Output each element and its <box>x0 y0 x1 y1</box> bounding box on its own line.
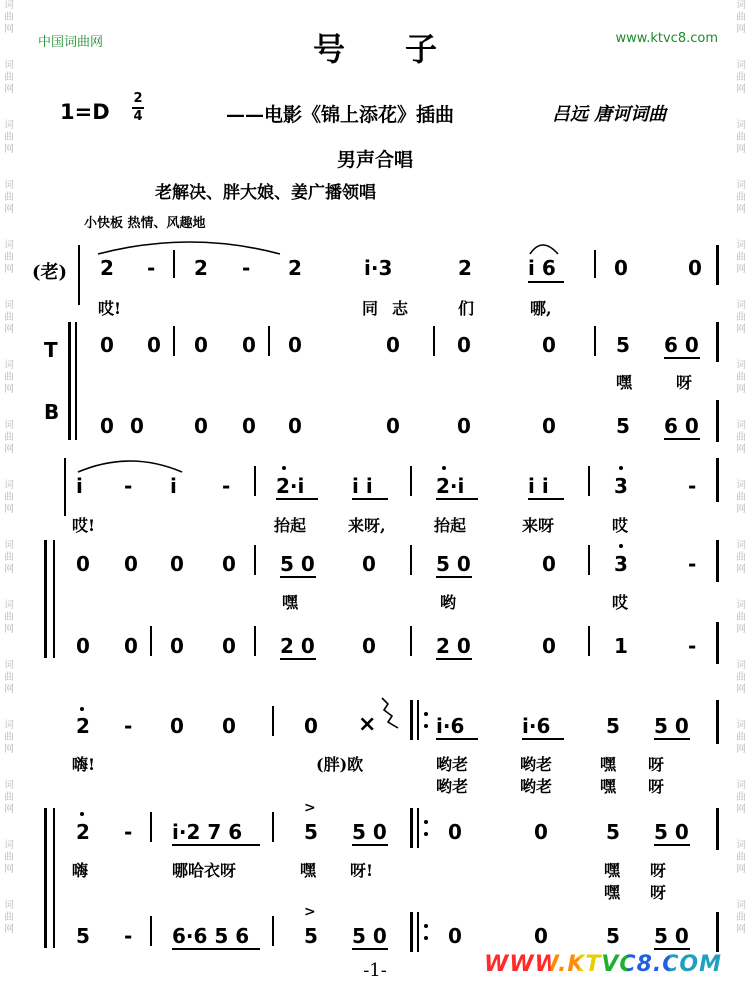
tie-arcs <box>90 232 560 262</box>
watermark-text: 词曲网 <box>736 840 746 875</box>
note: 0 <box>170 552 184 576</box>
barline <box>410 626 412 656</box>
repeat-barline <box>417 700 419 740</box>
note: 0 <box>147 333 161 357</box>
note: - <box>688 552 697 576</box>
high-dot <box>619 466 623 470</box>
note: 5 0 <box>436 552 471 576</box>
note: 0 <box>76 634 90 658</box>
note: - <box>242 256 251 280</box>
glissando-mark <box>378 694 404 730</box>
note: 0 <box>288 414 302 438</box>
lyric: 哎 <box>612 593 629 612</box>
watermark-text: 词曲网 <box>4 300 14 335</box>
watermark-text: 词曲网 <box>4 780 14 815</box>
note: 0 <box>386 414 400 438</box>
system-bracket <box>53 808 55 948</box>
note: 0 <box>130 414 144 438</box>
note: 3 <box>614 552 628 576</box>
underline <box>528 498 564 500</box>
lyric: 哪哈衣呀 <box>172 861 237 880</box>
lyric: 呀 <box>650 861 667 880</box>
note: 0 <box>222 552 236 576</box>
watermark-text: 词曲网 <box>4 600 14 635</box>
site-logo[interactable] <box>484 952 722 977</box>
watermark-text: 词曲网 <box>4 180 14 215</box>
accent-mark: > <box>304 800 316 816</box>
note: 6 0 <box>664 333 699 357</box>
watermark-text: 词曲网 <box>736 720 746 755</box>
underline <box>436 576 472 578</box>
watermark-text: 词曲网 <box>736 780 746 815</box>
watermark-text: 词曲网 <box>4 60 14 95</box>
lyric: 来呀, <box>348 516 386 535</box>
repeat-dot <box>424 820 428 824</box>
barline <box>254 545 256 575</box>
watermark-text: 词曲网 <box>4 0 14 35</box>
note: 2·i <box>436 474 465 498</box>
lyric: 呀 <box>648 755 665 774</box>
watermark-text: 词曲网 <box>736 900 746 935</box>
watermark-text: 词曲网 <box>4 360 14 395</box>
note: 3 <box>614 474 628 498</box>
system-bracket <box>75 322 77 440</box>
watermark-text: 词曲网 <box>736 540 746 575</box>
note: 2·i <box>276 474 305 498</box>
watermark-text: 词曲网 <box>736 420 746 455</box>
logo-text: WWW.KTVC8.COM <box>484 952 722 977</box>
note: 0 <box>222 714 236 738</box>
note: 0 <box>448 924 462 948</box>
note: 0 <box>194 414 208 438</box>
barline <box>716 808 719 850</box>
note: 5 0 <box>352 820 387 844</box>
note: 5 0 <box>654 820 689 844</box>
note: 2 <box>100 256 114 280</box>
note: 0 <box>194 333 208 357</box>
watermark-text: 词曲网 <box>4 840 14 875</box>
underline <box>522 738 564 740</box>
note: 0 <box>242 333 256 357</box>
site-name-link[interactable]: 中国词曲网 <box>38 35 104 50</box>
barline <box>716 700 719 744</box>
note: i i <box>352 474 373 498</box>
lyric: 哎 <box>612 516 629 535</box>
barline <box>588 466 590 496</box>
lyric: 呀 <box>650 883 667 902</box>
high-dot <box>282 466 286 470</box>
note: i <box>76 474 83 498</box>
underline <box>352 498 388 500</box>
watermark-text: 词曲网 <box>4 660 14 695</box>
system-bracket <box>68 322 71 440</box>
watermark-text: 词曲网 <box>736 180 746 215</box>
repeat-barline <box>417 912 419 952</box>
lyric: 嘿 <box>604 883 621 902</box>
song-title: 号子 <box>312 30 497 68</box>
repeat-dot <box>424 724 428 728</box>
repeat-dot <box>424 712 428 716</box>
lyric: 哎! <box>72 516 96 535</box>
underline <box>664 438 700 440</box>
barline <box>716 622 719 664</box>
system-bracket <box>44 808 47 948</box>
watermark-text: 词曲网 <box>736 360 746 395</box>
note: 0 <box>170 634 184 658</box>
fat-aunt-cue: (胖)欧 <box>316 755 364 774</box>
repeat-dot <box>424 936 428 940</box>
barline <box>588 626 590 656</box>
lyric: 哪, <box>530 299 552 318</box>
note: 2 <box>194 256 208 280</box>
watermark-text: 词曲网 <box>736 240 746 275</box>
note: - <box>147 256 156 280</box>
note: 0 <box>100 414 114 438</box>
note: - <box>688 474 697 498</box>
note: 0 <box>362 552 376 576</box>
note: i i <box>528 474 549 498</box>
watermark-text: 词曲网 <box>736 480 746 515</box>
note: 5 <box>606 820 620 844</box>
note: 5 <box>76 924 90 948</box>
lyric: 哟老 <box>436 755 469 774</box>
note: 0 <box>386 333 400 357</box>
barline <box>173 250 175 278</box>
barline <box>254 626 256 656</box>
underline <box>172 948 260 950</box>
note: 2 0 <box>436 634 471 658</box>
lyric: 同 <box>362 299 379 318</box>
barline <box>594 250 596 278</box>
watermark-text: 词曲网 <box>4 900 14 935</box>
note: 0 <box>170 714 184 738</box>
watermark-text: 词曲网 <box>736 300 746 335</box>
lyric: 哟老 <box>436 777 469 796</box>
note: 0 <box>124 634 138 658</box>
lyric: 抬起 <box>434 516 467 535</box>
lyric: 抬起 <box>274 516 307 535</box>
barline <box>272 916 274 946</box>
high-dot <box>442 466 446 470</box>
note: 0 <box>457 333 471 357</box>
barline <box>588 545 590 575</box>
note: 5 0 <box>654 714 689 738</box>
note: 0 <box>542 333 556 357</box>
underline <box>280 576 316 578</box>
underline <box>436 738 478 740</box>
barline <box>433 326 435 356</box>
watermark-text: 词曲网 <box>4 540 14 575</box>
barline <box>410 466 412 496</box>
barline <box>173 326 175 356</box>
underline <box>664 357 700 359</box>
barline <box>272 706 274 736</box>
repeat-dot <box>424 832 428 836</box>
note: - <box>124 714 133 738</box>
underline <box>352 948 388 950</box>
barline <box>150 916 152 946</box>
tie-arcs <box>70 450 200 480</box>
note: - <box>688 634 697 658</box>
lyric: 嘿 <box>600 755 617 774</box>
lyric: 嘿 <box>282 593 299 612</box>
repeat-barline <box>410 700 413 740</box>
note: 2 <box>288 256 302 280</box>
watermark-text: 词曲网 <box>4 240 14 275</box>
note: 5 <box>304 924 318 948</box>
watermark-text: 词曲网 <box>736 660 746 695</box>
watermark-text: 词曲网 <box>4 120 14 155</box>
subtitle: ——电影《锦上添花》插曲 <box>226 104 455 126</box>
note: 5 <box>304 820 318 844</box>
watermark-text: 词曲网 <box>736 0 746 35</box>
note: 0 <box>304 714 318 738</box>
lyric: 嘿 <box>300 861 317 880</box>
lyric: 志 <box>392 299 409 318</box>
note: 0 <box>542 634 556 658</box>
system-bracket <box>64 458 66 516</box>
note: 5 0 <box>654 924 689 948</box>
key-signature: 1=D <box>60 100 110 124</box>
cross-mark: × <box>358 712 377 737</box>
composers: 吕远 唐诃词曲 <box>552 104 667 125</box>
barline <box>254 466 256 496</box>
lyric: 哟老 <box>520 777 553 796</box>
lyric: 哟 <box>440 593 457 612</box>
watermark-text: 词曲网 <box>4 480 14 515</box>
lyric: 嘿 <box>604 861 621 880</box>
note: 5 <box>606 714 620 738</box>
note: i·3 <box>364 256 393 280</box>
time-top: 2 <box>133 91 143 106</box>
watermark-text: 词曲网 <box>736 60 746 95</box>
note: 5 0 <box>352 924 387 948</box>
repeat-barline <box>410 912 413 952</box>
repeat-barline <box>410 808 413 848</box>
repeat-barline <box>417 808 419 848</box>
underline <box>436 658 472 660</box>
tenor-label: T <box>44 338 58 362</box>
note: 0 <box>124 552 138 576</box>
barline <box>716 540 719 582</box>
lyric: 来呀 <box>522 516 555 535</box>
barline <box>716 400 719 442</box>
note: 0 <box>534 924 548 948</box>
note: - <box>124 474 133 498</box>
tempo-marking: 小快板 热情、风趣地 <box>84 216 206 231</box>
note: 0 <box>688 256 702 280</box>
barline <box>150 812 152 842</box>
note: - <box>124 820 133 844</box>
underline <box>172 844 260 846</box>
note: 0 <box>288 333 302 357</box>
note: 2 <box>76 820 90 844</box>
underline <box>352 844 388 846</box>
repeat-dot <box>424 924 428 928</box>
high-dot <box>619 544 623 548</box>
watermark-text: 词曲网 <box>736 600 746 635</box>
watermark-text: 词曲网 <box>4 420 14 455</box>
lyric: 呀 <box>648 777 665 796</box>
note: 0 <box>100 333 114 357</box>
lyric: 呀 <box>676 373 693 392</box>
lyric: 嗨 <box>72 861 89 880</box>
note: 0 <box>222 634 236 658</box>
note: 0 <box>448 820 462 844</box>
note: 2 <box>76 714 90 738</box>
underline <box>280 658 316 660</box>
note: - <box>222 474 231 498</box>
lead-singers: 老解决、胖大娘、姜广播领唱 <box>155 183 376 203</box>
note: 5 <box>616 333 630 357</box>
note: 0 <box>457 414 471 438</box>
system-bracket <box>53 540 55 658</box>
lead-label: (老) <box>32 262 68 283</box>
note: i 6 <box>528 256 556 280</box>
system-bracket <box>78 245 80 305</box>
lyric: 嗨! <box>72 755 96 774</box>
underline <box>654 948 690 950</box>
site-url-link[interactable]: www.ktvc8.com <box>615 31 718 46</box>
note: i <box>170 474 177 498</box>
note: 0 <box>242 414 256 438</box>
note: - <box>124 924 133 948</box>
note: 0 <box>362 634 376 658</box>
note: 2 <box>458 256 472 280</box>
note: 5 <box>616 414 630 438</box>
barline <box>268 326 270 356</box>
note: i·6 <box>436 714 465 738</box>
underline <box>654 738 690 740</box>
note: 1 <box>614 634 628 658</box>
underline <box>528 281 564 283</box>
note: 5 <box>606 924 620 948</box>
underline <box>436 498 478 500</box>
system-bracket <box>44 540 47 658</box>
high-dot <box>80 707 84 711</box>
note: i·2 7 6 <box>172 820 243 844</box>
underline <box>654 844 690 846</box>
watermark-text: 词曲网 <box>4 720 14 755</box>
accent-mark: > <box>304 904 316 920</box>
note: 6·6 5 6 <box>172 924 250 948</box>
page-number: -1- <box>363 960 387 981</box>
lyric: 呀! <box>350 861 374 880</box>
underline <box>276 498 318 500</box>
barline <box>150 626 152 656</box>
note: 0 <box>542 552 556 576</box>
lyric: 哎! <box>98 299 122 318</box>
lyric: 嘿 <box>600 777 617 796</box>
time-signature <box>132 92 144 124</box>
choir-type: 男声合唱 <box>336 149 413 171</box>
time-bottom: 4 <box>133 109 143 124</box>
lyric: 嘿 <box>616 373 633 392</box>
barline <box>716 458 719 502</box>
barline <box>716 322 719 362</box>
note: i·6 <box>522 714 551 738</box>
note: 0 <box>614 256 628 280</box>
watermark-text: 词曲网 <box>736 120 746 155</box>
lyric: 哟老 <box>520 755 553 774</box>
note: 0 <box>76 552 90 576</box>
note: 5 0 <box>280 552 315 576</box>
bass-label: B <box>44 400 60 424</box>
barline <box>272 812 274 842</box>
barline <box>594 326 596 356</box>
lyric: 们 <box>458 299 475 318</box>
barline <box>410 545 412 575</box>
barline <box>716 245 719 285</box>
barline <box>716 912 719 952</box>
note: 6 0 <box>664 414 699 438</box>
note: 2 0 <box>280 634 315 658</box>
note: 0 <box>542 414 556 438</box>
high-dot <box>80 812 84 816</box>
note: 0 <box>534 820 548 844</box>
